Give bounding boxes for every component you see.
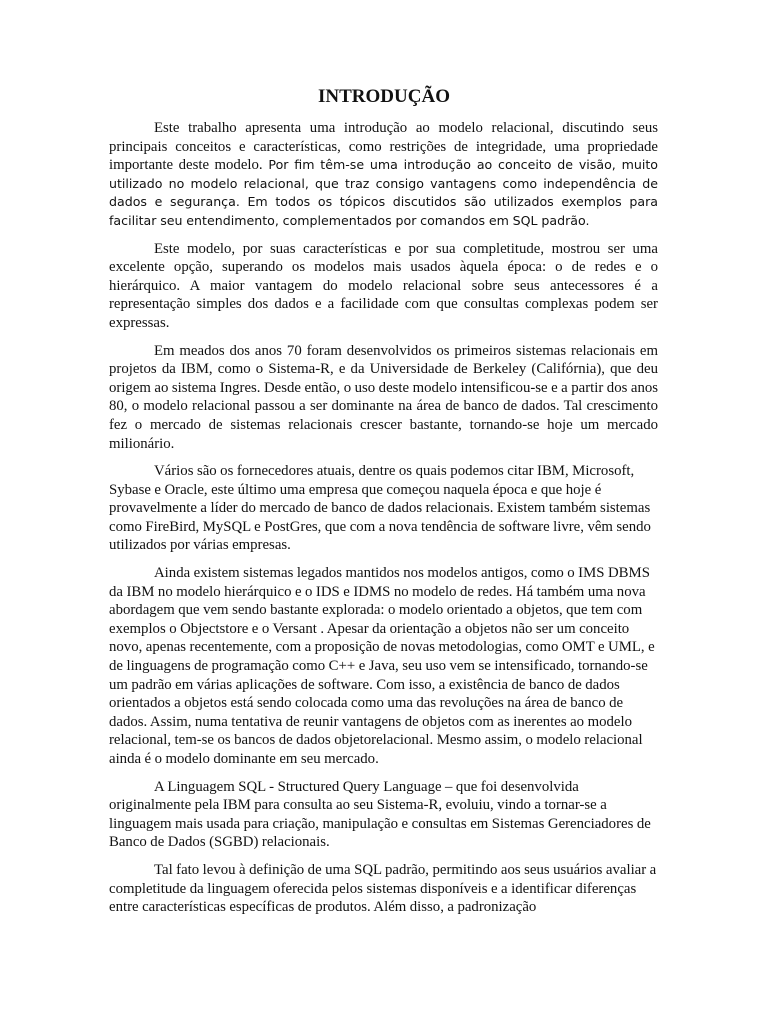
document-title: INTRODUÇÃO: [318, 86, 450, 107]
paragraph-1-sans-text: Por fim têm-se uma introdução ao conceito de visão, muito utilizado no modelo relacional, que traz consigo vantagens como independência de dados e segurança. Em todos os tópicos discutidos são utilizados exemplos para facilitar seu entendimento, complementados por comandos em SQL padrão.: [109, 157, 658, 228]
paragraph-3: Em meados dos anos 70 foram desenvolvidos os primeiros sistemas relacionais em projetos da IBM, como o Sistema-R, e da Universidade de Berkeley (Califórnia), que deu origem ao sistema Ingres. Desde então, o uso deste modelo intensificou-se e a partir dos anos 80, o modelo relacional passou a ser dominante na área de banco de dados. Tal crescimento fez o mercado de sistemas relacionais crescer bastante, tornando-se hoje um mercado milionário.: [109, 342, 658, 452]
paragraph-2: Este modelo, por suas características e por sua completitude, mostrou ser uma excelente opção, superando os modelos mais usados àquela época: o de redes e o hierárquico. A maior vantagem do modelo relacional sobre seus antecessores é a representação simples dos dados e a facilidade com que consultas complexas podem ser expressas.: [109, 240, 658, 331]
paragraph-1: [109, 119, 658, 231]
paragraph-1-serif-text: Este trabalho apresenta uma introdução ao modelo relacional, discutindo seus principais conceitos e características, como restrições de integridade, uma propriedade importante deste modelo.: [109, 120, 658, 174]
paragraph-7: Tal fato levou à definição de uma SQL padrão, permitindo aos seus usuários avaliar a completitude da linguagem oferecida pelos sistemas disponíveis e a identificar diferenças entre características específicas de produtos. Além disso, a padronização: [109, 861, 657, 916]
paragraph-4: Vários são os fornecedores atuais, dentre os quais podemos citar IBM, Microsoft, Sybase e Oracle, este último uma empresa que começou naquela época e que hoje é provavelmente a líder do mercado de banco de dados relacionais. Existem também sistemas como FireBird, MySQL e PostGres, que com a nova tendência de software livre, vêm sendo utilizados por várias empresas.: [109, 463, 651, 554]
paragraph-5: Ainda existem sistemas legados mantidos nos modelos antigos, como o IMS DBMS da IBM no modelo hierárquico e o IDS e IDMS no modelo de redes. Há também uma nova abordagem que vem sendo bastante explorada: o modelo orientado a objetos, que tem com exemplos o Objectstore e o Versant . Apesar da orientação a objetos não ser um conceito novo, apenas recentemente, com a proposição de novas metodologias, como OMT e UML, e de linguagens de programação como C++ e Java, seu uso vem se intensificado, tornando-se um padrão em várias aplicações de software. Com isso, a existência de banco de dados orientados a objetos está sendo colocada como uma das revoluções na área de banco de dados. Assim, numa tentativa de reunir vantagens de objetos com as inerentes ao modelo relacional, tem-se os bancos de dados objetorelacional. Mesmo assim, o modelo relacional ainda é o modelo dominante em seu mercado.: [109, 565, 655, 767]
document-body: [109, 119, 658, 926]
paragraph-6: A Linguagem SQL - Structured Query Language – que foi desenvolvida originalmente pela IBM para consulta ao seu Sistema-R, evoluiu, vindo a tornar-se a linguagem mais usada para criação, manipulação e consultas em Sistemas Gerenciadores de Banco de Dados (SGBD) relacionais.: [109, 778, 651, 851]
